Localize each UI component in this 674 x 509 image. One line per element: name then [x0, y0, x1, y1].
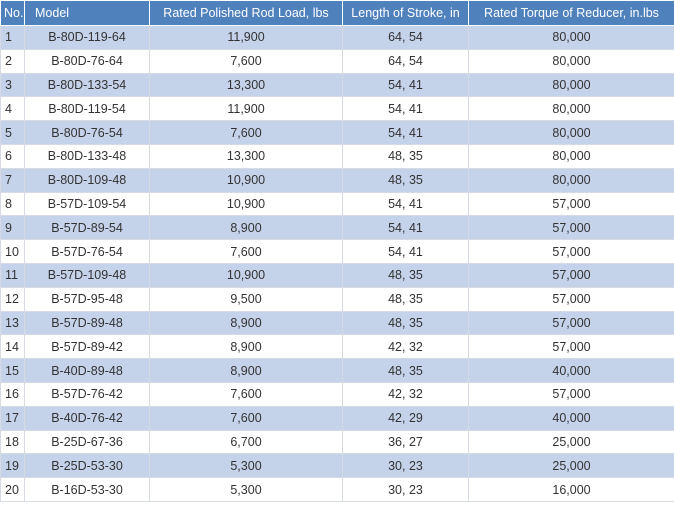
table-row — [1, 97, 674, 121]
header-rated-torque: Rated Torque of Reducer, in.lbs — [469, 1, 674, 26]
cell-rated-torque: 80,000 — [469, 144, 674, 168]
table-row — [1, 263, 674, 287]
cell-no: 9 — [1, 216, 25, 240]
cell-rated-torque: 40,000 — [469, 359, 674, 383]
cell-model: B-80D-76-64 — [25, 49, 150, 73]
cell-model: B-57D-89-54 — [25, 216, 150, 240]
cell-no: 8 — [1, 192, 25, 216]
cell-rated-torque: 25,000 — [469, 430, 674, 454]
cell-rated-torque: 57,000 — [469, 287, 674, 311]
cell-rated-load: 11,900 — [150, 97, 343, 121]
cell-rated-load: 7,600 — [150, 406, 343, 430]
cell-stroke-length: 54, 41 — [343, 216, 469, 240]
cell-rated-load: 13,300 — [150, 144, 343, 168]
cell-model: B-57D-89-48 — [25, 311, 150, 335]
table-row — [1, 335, 674, 359]
cell-stroke-length: 42, 29 — [343, 406, 469, 430]
cell-no: 3 — [1, 73, 25, 97]
cell-stroke-length: 48, 35 — [343, 287, 469, 311]
table-row — [1, 144, 674, 168]
cell-model: B-57D-89-42 — [25, 335, 150, 359]
table-row — [1, 454, 674, 478]
table-row — [1, 359, 674, 383]
cell-no: 7 — [1, 168, 25, 192]
cell-no: 6 — [1, 144, 25, 168]
cell-no: 15 — [1, 359, 25, 383]
cell-rated-load: 10,900 — [150, 168, 343, 192]
cell-model: B-40D-76-42 — [25, 406, 150, 430]
cell-stroke-length: 54, 41 — [343, 121, 469, 145]
cell-no: 12 — [1, 287, 25, 311]
table-body — [1, 26, 674, 502]
cell-rated-torque: 57,000 — [469, 311, 674, 335]
cell-rated-load: 7,600 — [150, 121, 343, 145]
cell-rated-torque: 57,000 — [469, 192, 674, 216]
cell-stroke-length: 30, 23 — [343, 454, 469, 478]
cell-rated-load: 8,900 — [150, 216, 343, 240]
cell-stroke-length: 64, 54 — [343, 49, 469, 73]
cell-rated-torque: 25,000 — [469, 454, 674, 478]
cell-model: B-57D-76-42 — [25, 382, 150, 406]
cell-stroke-length: 48, 35 — [343, 311, 469, 335]
cell-rated-torque: 80,000 — [469, 26, 674, 50]
cell-no: 1 — [1, 26, 25, 50]
cell-rated-load: 11,900 — [150, 26, 343, 50]
cell-model: B-25D-67-36 — [25, 430, 150, 454]
cell-rated-load: 7,600 — [150, 382, 343, 406]
cell-no: 2 — [1, 49, 25, 73]
cell-model: B-80D-119-64 — [25, 26, 150, 50]
cell-stroke-length: 54, 41 — [343, 192, 469, 216]
cell-rated-torque: 16,000 — [469, 478, 674, 502]
table-row — [1, 240, 674, 264]
table-row — [1, 168, 674, 192]
cell-no: 14 — [1, 335, 25, 359]
cell-rated-load: 10,900 — [150, 192, 343, 216]
table-row — [1, 287, 674, 311]
cell-model: B-80D-133-54 — [25, 73, 150, 97]
cell-model: B-80D-76-54 — [25, 121, 150, 145]
table-row — [1, 49, 674, 73]
cell-stroke-length: 30, 23 — [343, 478, 469, 502]
cell-no: 17 — [1, 406, 25, 430]
cell-rated-torque: 57,000 — [469, 263, 674, 287]
cell-model: B-57D-109-48 — [25, 263, 150, 287]
cell-rated-torque: 80,000 — [469, 121, 674, 145]
cell-model: B-80D-109-48 — [25, 168, 150, 192]
cell-model: B-57D-76-54 — [25, 240, 150, 264]
cell-rated-torque: 57,000 — [469, 216, 674, 240]
cell-model: B-57D-95-48 — [25, 287, 150, 311]
cell-rated-torque: 40,000 — [469, 406, 674, 430]
cell-model: B-80D-119-54 — [25, 97, 150, 121]
table-row — [1, 121, 674, 145]
cell-model: B-40D-89-48 — [25, 359, 150, 383]
header-row — [1, 1, 674, 26]
cell-rated-load: 7,600 — [150, 240, 343, 264]
cell-model: B-25D-53-30 — [25, 454, 150, 478]
table-header — [1, 1, 674, 26]
cell-no: 4 — [1, 97, 25, 121]
cell-stroke-length: 36, 27 — [343, 430, 469, 454]
cell-rated-torque: 57,000 — [469, 240, 674, 264]
cell-model: B-80D-133-48 — [25, 144, 150, 168]
cell-rated-load: 7,600 — [150, 49, 343, 73]
cell-rated-load: 8,900 — [150, 359, 343, 383]
header-rated-load: Rated Polished Rod Load, lbs — [150, 1, 343, 26]
table-row — [1, 311, 674, 335]
cell-no: 18 — [1, 430, 25, 454]
cell-stroke-length: 54, 41 — [343, 240, 469, 264]
cell-stroke-length: 54, 41 — [343, 73, 469, 97]
header-no: No. — [1, 1, 25, 26]
table-row — [1, 382, 674, 406]
cell-stroke-length: 42, 32 — [343, 335, 469, 359]
header-model: Model — [25, 1, 150, 26]
cell-no: 10 — [1, 240, 25, 264]
cell-stroke-length: 48, 35 — [343, 168, 469, 192]
cell-no: 5 — [1, 121, 25, 145]
table-row — [1, 192, 674, 216]
cell-stroke-length: 48, 35 — [343, 359, 469, 383]
cell-stroke-length: 42, 32 — [343, 382, 469, 406]
cell-model: B-16D-53-30 — [25, 478, 150, 502]
cell-rated-load: 9,500 — [150, 287, 343, 311]
table-row — [1, 26, 674, 50]
table-row — [1, 216, 674, 240]
cell-rated-torque: 57,000 — [469, 335, 674, 359]
table-row — [1, 478, 674, 502]
header-stroke-length: Length of Stroke, in — [343, 1, 469, 26]
cell-no: 19 — [1, 454, 25, 478]
cell-rated-torque: 80,000 — [469, 73, 674, 97]
cell-no: 16 — [1, 382, 25, 406]
cell-rated-load: 10,900 — [150, 263, 343, 287]
cell-no: 20 — [1, 478, 25, 502]
cell-rated-load: 8,900 — [150, 311, 343, 335]
cell-no: 13 — [1, 311, 25, 335]
cell-stroke-length: 64, 54 — [343, 26, 469, 50]
cell-rated-torque: 57,000 — [469, 382, 674, 406]
cell-stroke-length: 54, 41 — [343, 97, 469, 121]
cell-no: 11 — [1, 263, 25, 287]
table-row — [1, 406, 674, 430]
cell-rated-torque: 80,000 — [469, 97, 674, 121]
table-row — [1, 73, 674, 97]
cell-rated-load: 13,300 — [150, 73, 343, 97]
cell-stroke-length: 48, 35 — [343, 263, 469, 287]
cell-rated-load: 8,900 — [150, 335, 343, 359]
cell-rated-load: 5,300 — [150, 454, 343, 478]
table-row — [1, 430, 674, 454]
cell-rated-load: 5,300 — [150, 478, 343, 502]
cell-model: B-57D-109-54 — [25, 192, 150, 216]
cell-rated-load: 6,700 — [150, 430, 343, 454]
cell-rated-torque: 80,000 — [469, 49, 674, 73]
cell-rated-torque: 80,000 — [469, 168, 674, 192]
cell-stroke-length: 48, 35 — [343, 144, 469, 168]
